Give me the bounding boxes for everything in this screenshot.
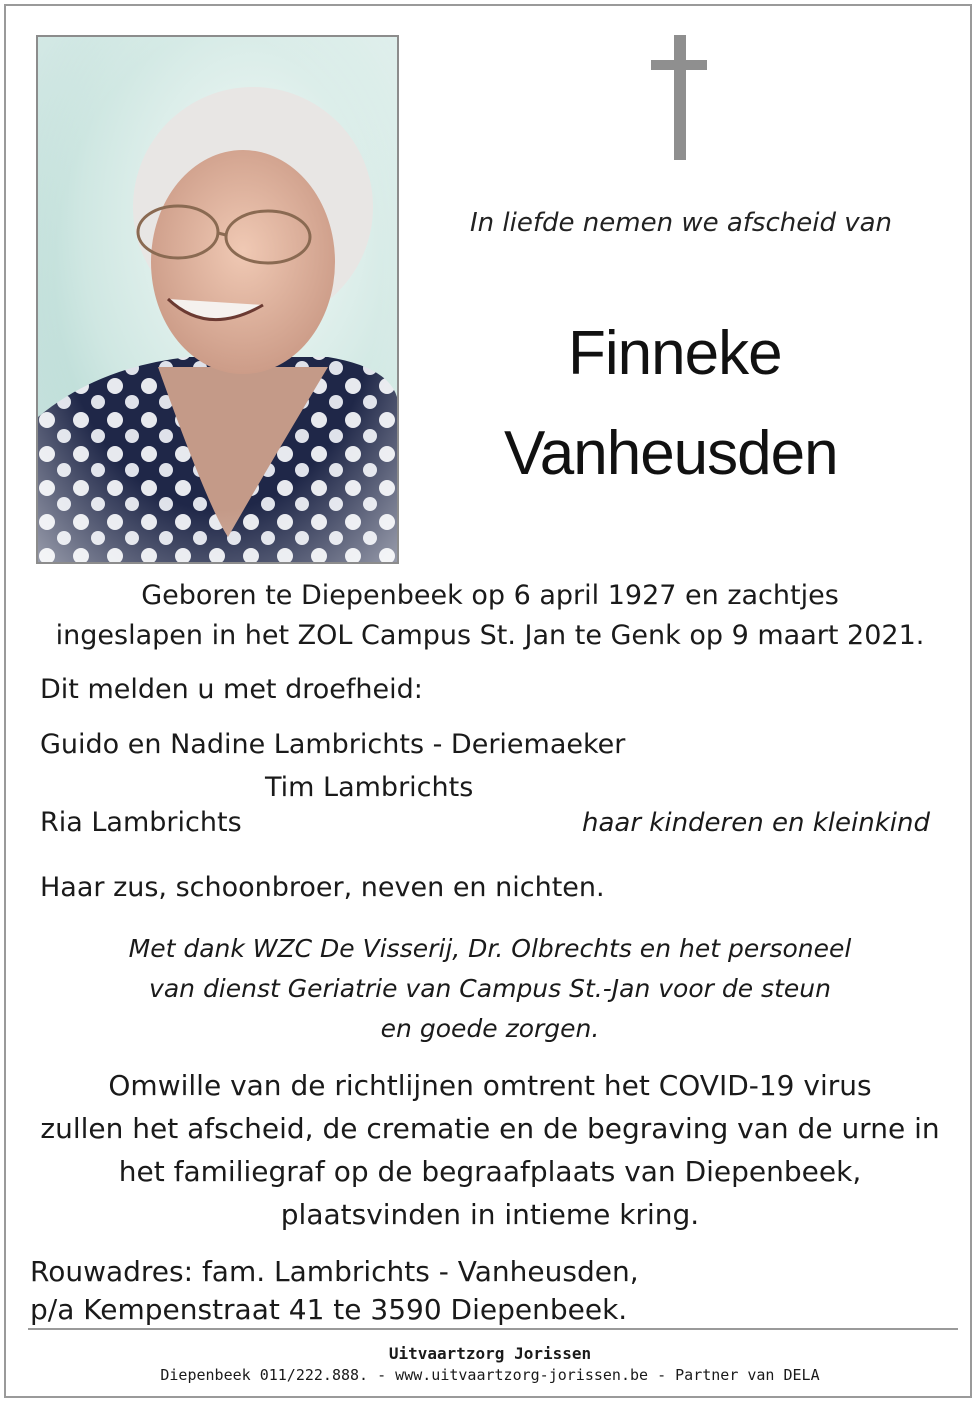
deceased-last-name: Vanheusden bbox=[504, 419, 838, 488]
family-line-2: Tim Lambrichts bbox=[265, 772, 474, 803]
thanks-line-2: van dienst Geriatrie van Campus St.-Jan voor de steun bbox=[149, 974, 831, 1003]
covid-line-1: Omwille van de richtlijnen omtrent het COVID-19 virus bbox=[108, 1069, 872, 1102]
mourning-address bbox=[30, 1253, 639, 1329]
family-line-1: Guido en Nadine Lambrichts - Deriemaeker bbox=[40, 729, 626, 760]
address-line-1: Rouwadres: fam. Lambrichts - Vanheusden, bbox=[30, 1255, 639, 1288]
deceased-first-name: Finneke bbox=[568, 319, 782, 388]
portrait-photo bbox=[36, 35, 399, 564]
birth-death-text bbox=[0, 576, 980, 656]
covid-notice bbox=[0, 1064, 980, 1236]
covid-line-2: zullen het afscheid, de crematie en de begraving van de urne in bbox=[40, 1112, 940, 1145]
intro-text: In liefde nemen we afscheid van bbox=[470, 208, 893, 238]
footer-divider bbox=[28, 1328, 958, 1330]
family-others: Haar zus, schoonbroer, neven en nichten. bbox=[40, 872, 605, 903]
thanks-text bbox=[0, 929, 980, 1049]
covid-line-4: plaatsvinden in intieme kring. bbox=[280, 1198, 700, 1231]
cross-icon bbox=[674, 35, 686, 160]
covid-line-3: het familiegraf op de begraafplaats van Diepenbeek, bbox=[118, 1155, 862, 1188]
birth-line: Geboren te Diepenbeek op 6 april 1927 en zachtjes bbox=[141, 580, 839, 611]
funeral-home-name: Uitvaartzorg Jorissen bbox=[388, 1344, 592, 1363]
funeral-home-info: Diepenbeek 011/222.888. - www.uitvaartzorg-jorissen.be - Partner van DELA bbox=[160, 1366, 820, 1384]
thanks-line-3: en goede zorgen. bbox=[380, 1014, 600, 1043]
thanks-line-1: Met dank WZC De Visserij, Dr. Olbrechts en het personeel bbox=[128, 934, 852, 963]
death-line: ingeslapen in het ZOL Campus St. Jan te Genk op 9 maart 2021. bbox=[55, 620, 925, 651]
family-line-3: Ria Lambrichts bbox=[40, 807, 242, 838]
announce-text: Dit melden u met droefheid: bbox=[40, 674, 423, 705]
address-line-2: p/a Kempenstraat 41 te 3590 Diepenbeek. bbox=[30, 1293, 628, 1326]
family-relation: haar kinderen en kleinkind bbox=[582, 808, 930, 838]
cross-icon-bar bbox=[651, 60, 707, 70]
